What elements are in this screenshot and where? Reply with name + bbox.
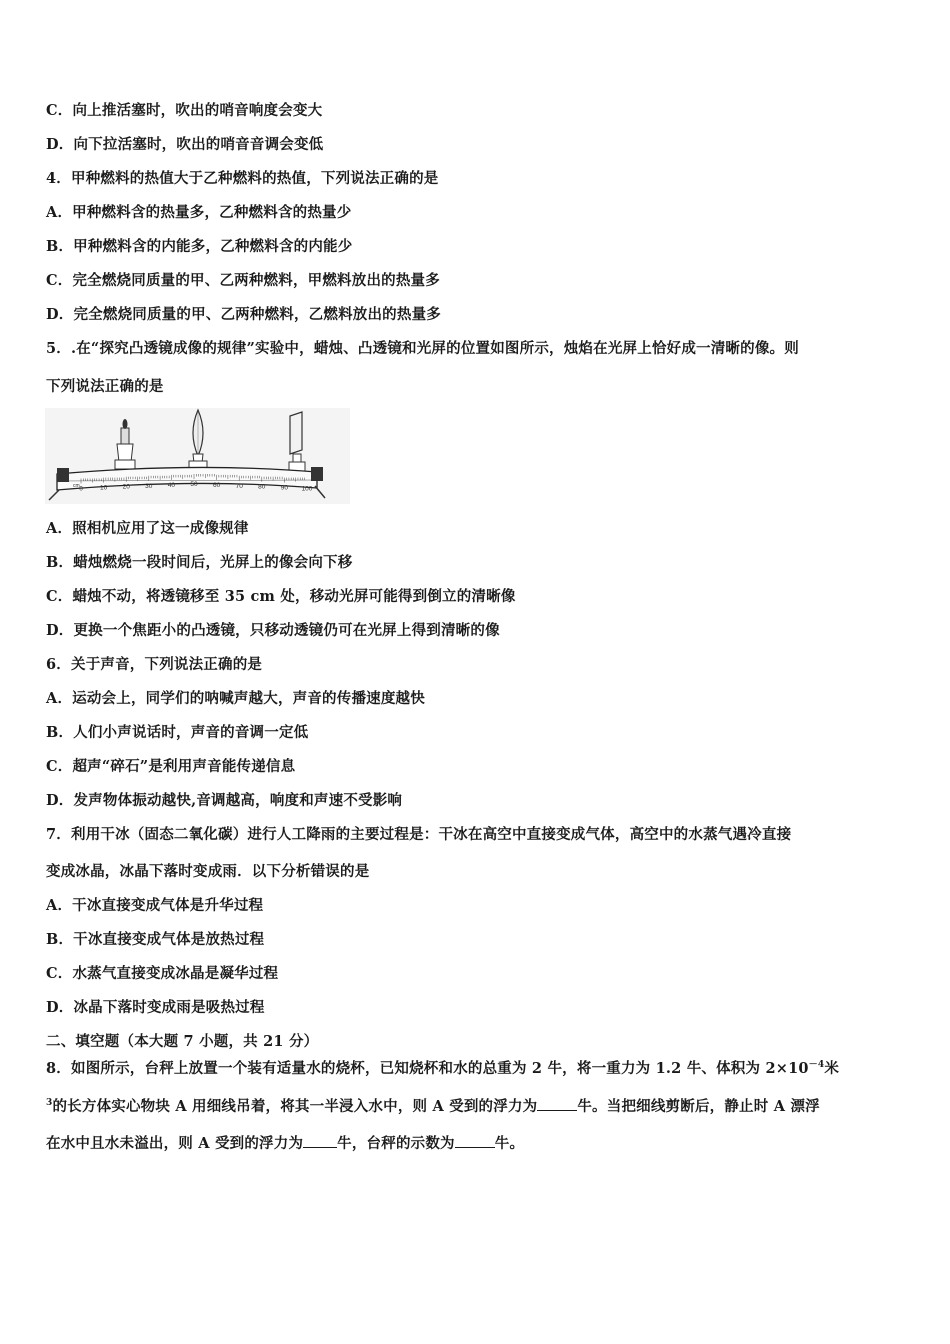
q7-option-a: A．干冰直接变成气体是升华过程 <box>46 897 264 914</box>
ruler-tick-label: 80 <box>258 483 266 491</box>
q5-option-a: A．照相机应用了这一成像规律 <box>46 520 249 537</box>
ruler-tick-label: 10 <box>99 484 108 492</box>
q8-blank-2[interactable] <box>303 1133 337 1148</box>
q8-exponent: －4 <box>808 1060 825 1071</box>
q7-option-b: B．干冰直接变成气体是放热过程 <box>46 931 265 948</box>
ruler-tick-label: 70 <box>235 482 243 490</box>
q8-cube-exponent: 3 <box>46 1098 53 1109</box>
q8-line1-text: 8．如图所示，台秤上放置一个装有适量水的烧杯，已知烧杯和水的总重为 2 牛，将一重力为 1.2 牛、体积为 2×10 <box>46 1060 809 1077</box>
q7-option-d: D．冰晶下落时变成雨是吸热过程 <box>46 999 265 1016</box>
q8-blank-3[interactable] <box>455 1133 495 1148</box>
q4-option-a: A．甲种燃料含的热量多，乙种燃料含的热量少 <box>46 204 352 221</box>
ruler-tick-label: 30 <box>145 482 153 490</box>
q6-option-a: A．运动会上，同学们的呐喊声越大，声音的传播速度越快 <box>46 690 425 707</box>
q7-stem-line2: 变成冰晶，冰晶下落时变成雨．以下分析错误的是 <box>46 863 370 880</box>
q6-option-d: D．发声物体振动越快,音调越高，响度和声速不受影响 <box>46 792 403 809</box>
q8-line2-end: 牛。当把细线剪断后，静止时 A 漂浮 <box>577 1098 820 1115</box>
q5-option-b: B．蜡烛燃烧一段时间后，光屏上的像会向下移 <box>46 554 353 571</box>
q8-line2-text: 的长方体实心物块 A 用细线吊着，将其一半浸入水中，则 A 受到的浮力为 <box>52 1098 538 1115</box>
q3-option-d: D．向下拉活塞时，吹出的哨音音调会变低 <box>46 136 324 153</box>
ruler-unit-label: cm <box>73 483 80 489</box>
light-screen <box>289 412 305 471</box>
q4-stem: 4．甲种燃料的热值大于乙种燃料的热值，下列说法正确的是 <box>46 170 439 187</box>
q8-blank-1[interactable] <box>537 1096 577 1111</box>
section-2-heading: 二、填空题（本大题 7 小题，共 21 分） <box>46 1033 319 1050</box>
ruler-tick-label: 60 <box>212 481 221 489</box>
q8-line3-c: 牛。 <box>494 1135 525 1152</box>
ruler-tick-label: 40 <box>167 481 176 489</box>
q5-option-c: C．蜡烛不动，将透镜移至 35 cm 处，移动光屏可能得到倒立的清晰像 <box>46 588 516 605</box>
q7-option-c: C．水蒸气直接变成冰晶是凝华过程 <box>46 965 279 982</box>
optical-bench-figure <box>45 408 350 504</box>
q5-option-d: D．更换一个焦距小的凸透镜，只移动透镜仍可在光屏上得到清晰的像 <box>46 622 500 639</box>
q8-unit: 米 <box>824 1060 840 1077</box>
ruler-tick-label: 100 <box>301 485 313 493</box>
q8-line3 <box>46 1133 524 1154</box>
q4-option-b: B．甲种燃料含的内能多，乙种燃料含的内能少 <box>46 238 353 255</box>
ruler-tick-label: 20 <box>122 483 130 491</box>
q4-option-d: D．完全燃烧同质量的甲、乙两种燃料，乙燃料放出的热量多 <box>46 306 441 323</box>
q5-stem-line1: 5．.在“探究凸透镜成像的规律”实验中，蜡烛、凸透镜和光屏的位置如图所示，烛焰在光屏上恰好成一清晰的像。则 <box>46 340 799 357</box>
ruler-tick-label: 90 <box>280 484 289 492</box>
q8-line3-a: 在水中且水未溢出，则 A 受到的浮力为 <box>46 1135 304 1152</box>
q6-option-b: B．人们小声说话时，声音的音调一定低 <box>46 724 309 741</box>
q8-line1 <box>46 1059 839 1079</box>
q5-stem-line2: 下列说法正确的是 <box>46 378 164 395</box>
q8-line3-b: 牛，台秤的示数为 <box>337 1135 455 1152</box>
ruler-tick-label: 0 <box>79 485 83 493</box>
q7-stem-line1: 7．利用干冰（固态二氧化碳）进行人工降雨的主要过程是：干冰在高空中直接变成气体，高空中的水蒸气遇冷直接 <box>46 826 792 843</box>
q3-option-c: C．向上推活塞时，吹出的哨音响度会变大 <box>46 102 323 119</box>
q6-stem: 6．关于声音，下列说法正确的是 <box>46 656 263 673</box>
ruler-tick-label: 50 <box>190 481 198 488</box>
q8-line2 <box>46 1096 820 1117</box>
q6-option-c: C．超声“碎石”是利用声音能传递信息 <box>46 758 296 775</box>
q4-option-c: C．完全燃烧同质量的甲、乙两种燃料，甲燃料放出的热量多 <box>46 272 440 289</box>
